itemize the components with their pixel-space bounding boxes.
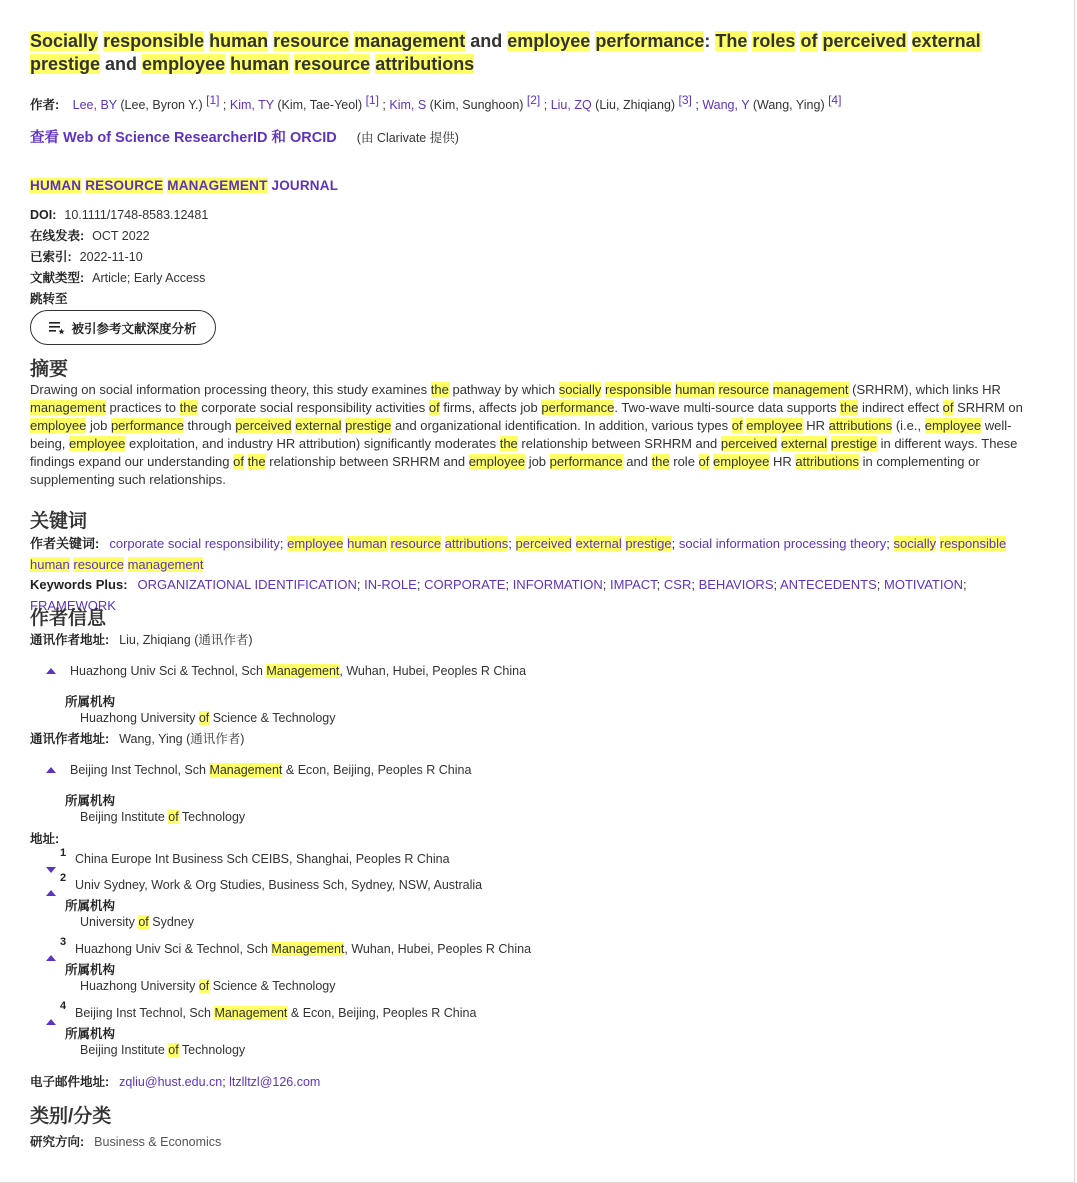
keyword-separator: ;	[356, 577, 365, 592]
author-keywords-label: 作者关键词:	[30, 536, 100, 551]
corresponding-tag: (通讯作者)	[194, 633, 253, 647]
jump-to-label: 跳转至	[30, 292, 68, 306]
highlighted-term: of	[942, 400, 954, 415]
published-row	[30, 227, 150, 245]
affiliation-value[interactable]	[80, 915, 194, 929]
keyword-plus-link[interactable]: IMPACT	[609, 577, 657, 592]
highlighted-term: employee	[287, 536, 344, 551]
indexed-row	[30, 248, 143, 266]
author-link[interactable]: Liu, ZQ	[550, 98, 592, 112]
journal-link[interactable]	[30, 178, 338, 193]
cited-references-analysis-label: 被引参考文献深度分析	[71, 321, 197, 336]
author-address-ref[interactable]: [4]	[828, 93, 842, 107]
address-highlight: Management	[266, 664, 340, 678]
text-run: practices to	[105, 400, 180, 415]
text-run: and	[622, 454, 652, 469]
keyword-separator: ;	[876, 577, 885, 592]
author-link[interactable]: Lee, BY	[72, 98, 117, 112]
affiliation-value[interactable]	[80, 979, 336, 993]
indexed-value: 2022-11-10	[79, 250, 143, 264]
text-run: indirect effect	[858, 400, 943, 415]
keyword-plus-link[interactable]: BEHAVIORS	[698, 577, 774, 592]
author-address-ref[interactable]: [1]	[365, 93, 379, 107]
highlighted-term: of	[800, 31, 818, 51]
published-label: 在线发表:	[30, 229, 85, 243]
author-list	[72, 93, 842, 112]
keyword-separator: ;	[691, 577, 699, 592]
collapse-arrow-icon[interactable]	[46, 890, 56, 896]
highlighted-term: attributions	[375, 54, 475, 74]
corresponding-address	[70, 662, 526, 680]
authors-label: 作者:	[30, 98, 60, 112]
highlighted-term: employee	[507, 31, 591, 51]
address-text-rest: , Wuhan, Hubei, Peoples R China	[339, 664, 527, 678]
author-full-name: (Wang, Ying)	[749, 98, 829, 112]
text-run: in different ways. These findings expand our understanding	[30, 436, 1018, 469]
abstract-heading: 摘要	[30, 359, 69, 380]
highlighted-term: external	[295, 418, 342, 433]
corresponding-author-row	[30, 631, 253, 649]
affiliation-label: 所属机构	[65, 695, 116, 709]
highlighted-term: perceived	[720, 436, 778, 451]
highlighted-term: the	[179, 400, 198, 415]
keyword-separator: ;	[279, 536, 288, 551]
email-link[interactable]: ltzlltzl@126.com	[229, 1075, 321, 1089]
affiliation-value[interactable]	[80, 810, 245, 824]
author-keywords-list	[30, 536, 1006, 572]
address-text-rest: & Econ, Beijing, Peoples R China	[287, 1006, 477, 1020]
address-item	[75, 876, 482, 894]
doctype-label: 文献类型:	[30, 271, 85, 285]
highlighted-term: human	[675, 382, 715, 397]
highlighted-term: responsible	[939, 536, 1007, 551]
published-value: OCT 2022	[92, 229, 150, 243]
highlighted-term: employee	[746, 418, 803, 433]
text-run: . Two-wave multi-source data supports	[614, 400, 841, 415]
keyword-plus-link[interactable]: FRAMEWORK	[30, 598, 116, 613]
doctype-value: Article; Early Access	[92, 271, 206, 285]
highlighted-term: of	[233, 454, 244, 469]
highlighted-term: management	[127, 557, 204, 572]
highlighted-term: human	[230, 54, 290, 74]
highlighted-term: responsible	[103, 31, 205, 51]
keyword-plus-link[interactable]: ANTECEDENTS	[780, 577, 877, 592]
email-row: 电子邮件地址: zqliu@hust.edu.cn; ltzlltzl@126.com	[30, 1075, 321, 1089]
author-full-name: (Kim, Sunghoon)	[426, 98, 527, 112]
address-number: 3	[60, 936, 67, 948]
highlighted-term: the	[499, 436, 518, 451]
author-link[interactable]: Kim, S	[389, 98, 427, 112]
keyword-separator: ;	[508, 536, 516, 551]
text-run: HR	[802, 418, 829, 433]
affiliation-highlight: of	[168, 1043, 179, 1057]
highlighted-term: Socially	[30, 31, 99, 51]
highlighted-term: external	[911, 31, 981, 51]
address-number: 2	[60, 872, 67, 884]
highlighted-term: socially	[558, 382, 602, 397]
highlighted-term: resource	[73, 557, 124, 572]
highlighted-term: MANAGEMENT	[167, 178, 268, 193]
author-keyword-link[interactable]	[109, 536, 280, 551]
affiliation-label: 所属机构	[65, 794, 116, 808]
address-text: China Europe Int Business Sch CEIBS, Shanghai, Peoples R China	[75, 852, 450, 866]
address-text: Huazhong Univ Sci & Technol, Sch	[75, 942, 272, 956]
highlighted-term: HUMAN	[30, 178, 82, 193]
highlighted-term: employee	[468, 454, 526, 469]
highlighted-term: The	[715, 31, 748, 51]
cited-references-analysis-button[interactable]	[30, 310, 216, 345]
affiliation-text: Huazhong University	[80, 711, 199, 725]
collapse-arrow-icon[interactable]	[46, 767, 56, 773]
address-number: 4	[60, 1000, 67, 1012]
corresponding-address	[70, 761, 471, 779]
keywords-plus-label: Keywords Plus:	[30, 577, 128, 592]
text-run: role	[669, 454, 699, 469]
highlighted-term: prestige	[30, 54, 101, 74]
researcher-id-row	[30, 126, 459, 147]
highlighted-term: management	[30, 400, 106, 415]
highlighted-term: resource	[390, 536, 442, 551]
author-keywords-row	[30, 533, 1042, 575]
author-link[interactable]: Wang, Y	[702, 98, 750, 112]
highlighted-term: of	[731, 418, 743, 433]
corresponding-label: 通讯作者地址:	[30, 732, 110, 746]
address-text: Univ Sydney, Work & Org Studies, Business Sch, Sydney, NSW, Australia	[75, 878, 483, 892]
text-run: (SRHRM), which links HR	[848, 382, 1001, 397]
text-run: corporate social responsibility	[109, 536, 280, 551]
text-run: (i.e.,	[892, 418, 925, 433]
highlighted-term: prestige	[830, 436, 877, 451]
jump-to-row	[30, 290, 76, 308]
author-keyword-link[interactable]	[287, 536, 508, 551]
research-area-row	[30, 1133, 221, 1151]
research-area-value[interactable]: Business & Economics	[94, 1135, 222, 1149]
affiliation-text-rest: Technology	[178, 1043, 246, 1057]
affiliation-text: Beijing Institute	[80, 1043, 169, 1057]
author-address-ref[interactable]: [3]	[678, 93, 692, 107]
highlighted-term: of	[428, 400, 440, 415]
keyword-plus-link[interactable]: INFORMATION	[512, 577, 603, 592]
researcher-id-link[interactable]: 查看 Web of Science ResearcherID 和 ORCID	[30, 130, 337, 146]
text-run: exploitation, and industry HR attribution) significantly moderates	[125, 436, 500, 451]
collapse-arrow-icon[interactable]	[46, 1019, 56, 1025]
affiliation-highlight: of	[138, 915, 149, 929]
text-run: relationship between SRHRM and	[517, 436, 721, 451]
email-label: 电子邮件地址:	[30, 1075, 110, 1089]
text-run: job	[525, 454, 550, 469]
highlighted-term: employee	[713, 454, 770, 469]
list-star-icon	[49, 321, 65, 335]
author-full-name: (Kim, Tae-Yeol)	[273, 98, 366, 112]
highlighted-term: performance	[549, 454, 623, 469]
author-separator: ;	[691, 98, 703, 112]
keywords-heading: 关键词	[30, 511, 88, 532]
text-run: relationship between SRHRM and	[265, 454, 469, 469]
indexed-label: 已索引:	[30, 250, 72, 264]
keyword-plus-link[interactable]: CORPORATE	[424, 577, 506, 592]
corresponding-label: 通讯作者地址:	[30, 633, 110, 647]
address-text-rest: , Wuhan, Hubei, Peoples R China	[344, 942, 532, 956]
affiliation-highlight: of	[168, 810, 179, 824]
highlighted-term: RESOURCE	[85, 178, 164, 193]
affiliation-value[interactable]	[80, 711, 336, 725]
text-run: in complementing or supplementing such relationships.	[30, 454, 980, 487]
doctype-row	[30, 269, 205, 287]
affiliation-text: Huazhong University	[80, 979, 199, 993]
collapse-arrow-icon[interactable]	[46, 668, 56, 674]
author-address-ref[interactable]: [1]	[206, 93, 220, 107]
affiliation-label: 所属机构	[65, 963, 116, 977]
highlighted-term: employee	[30, 418, 87, 433]
text-run: job	[86, 418, 111, 433]
address-text-rest: & Econ, Beijing, Peoples R China	[282, 763, 472, 777]
affiliation-highlight: of	[198, 711, 210, 725]
authors-line	[30, 90, 1040, 115]
highlighted-term: attributions	[444, 536, 509, 551]
highlighted-term: prestige	[345, 418, 392, 433]
highlighted-term: employee	[69, 436, 126, 451]
text-run: SRHRM on	[953, 400, 1023, 415]
address-highlight: Management	[271, 942, 345, 956]
text-run: Drawing on social information processing theory, this study examines	[30, 382, 431, 397]
highlighted-term: performance	[541, 400, 615, 415]
highlighted-term: human	[347, 536, 387, 551]
doi-label: DOI:	[30, 208, 57, 222]
keyword-separator: ;	[773, 577, 780, 592]
email-link[interactable]: zqliu@hust.edu.cn	[119, 1075, 223, 1089]
corresponding-name: Wang, Ying	[119, 732, 183, 746]
author-separator: ;	[219, 98, 230, 112]
highlighted-term: of	[698, 454, 710, 469]
text-run: JOURNAL	[267, 178, 339, 193]
highlighted-term: responsible	[604, 382, 672, 397]
doi-value: 10.1111/1748-8583.12481	[64, 208, 209, 222]
expand-arrow-icon[interactable]	[46, 867, 56, 873]
affiliation-label: 所属机构	[65, 899, 116, 913]
keyword-separator: ;	[886, 536, 894, 551]
highlighted-term: attributions	[828, 418, 893, 433]
highlighted-term: the	[247, 454, 266, 469]
address-label-text: 地址:	[30, 832, 60, 846]
highlighted-term: perceived	[515, 536, 572, 551]
affiliation-label: 所属机构	[65, 1027, 116, 1041]
keyword-plus-link[interactable]: MOTIVATION	[884, 577, 963, 592]
address-highlight: Management	[214, 1006, 288, 1020]
affiliation-text: University	[80, 915, 139, 929]
affiliation-text: Beijing Institute	[80, 810, 169, 824]
highlighted-term: resource	[718, 382, 770, 397]
highlighted-term: employee	[924, 418, 982, 433]
text-run: and organizational identification. In addition, various types	[391, 418, 732, 433]
keyword-separator: ;	[416, 577, 425, 592]
keyword-separator: ;	[963, 577, 967, 592]
address-label	[30, 830, 69, 848]
keyword-separator: ;	[671, 536, 679, 551]
abstract-text	[30, 381, 1045, 489]
highlighted-term: roles	[752, 31, 796, 51]
highlighted-term: the	[430, 382, 449, 397]
keywords-plus-list	[30, 577, 967, 613]
address-number: 1	[60, 847, 67, 859]
text-run: through	[183, 418, 236, 433]
affiliation-value[interactable]	[80, 1043, 245, 1057]
keyword-plus-link[interactable]: ORGANIZATIONAL IDENTIFICATION	[137, 577, 357, 592]
text-run	[572, 536, 576, 551]
author-full-name: (Liu, Zhiqiang)	[591, 98, 679, 112]
keyword-separator: ;	[602, 577, 610, 592]
doi-row	[30, 206, 208, 224]
author-separator: ;	[540, 98, 551, 112]
text-run: firms, affects job	[439, 400, 542, 415]
address-item	[75, 850, 450, 868]
address-text: Huazhong Univ Sci & Technol, Sch	[70, 664, 267, 678]
affiliation-text-rest: Technology	[178, 810, 246, 824]
highlighted-term: management	[354, 31, 466, 51]
highlighted-term: external	[780, 436, 828, 451]
address-text: Beijing Inst Technol, Sch	[70, 763, 210, 777]
keywords-plus-row	[30, 574, 1042, 616]
author-keyword-link[interactable]	[516, 536, 672, 551]
keyword-separator: ;	[505, 577, 513, 592]
highlighted-term: external	[575, 536, 622, 551]
highlighted-term: performance	[595, 31, 705, 51]
keyword-plus-link[interactable]: CSR	[663, 577, 692, 592]
address-item	[75, 940, 531, 958]
highlighted-term: human	[209, 31, 269, 51]
highlighted-term: human	[30, 557, 70, 572]
category-heading: 类别/分类	[30, 1106, 112, 1127]
highlighted-term: resource	[273, 31, 350, 51]
author-keyword-link[interactable]	[679, 536, 886, 551]
researcher-provider: (由 Clarivate 提供)	[356, 131, 459, 145]
highlighted-term: prestige	[625, 536, 672, 551]
author-link[interactable]: Kim, TY	[229, 98, 274, 112]
author-separator: ;	[378, 98, 390, 112]
collapse-arrow-icon[interactable]	[46, 955, 56, 961]
text-run: social information processing theory	[678, 536, 887, 551]
author-address-ref[interactable]: [2]	[526, 93, 541, 107]
affiliation-text-rest: Science & Technology	[209, 979, 336, 993]
highlighted-term: socially	[893, 536, 937, 551]
highlighted-term: resource	[294, 54, 371, 74]
article-title	[30, 30, 1040, 76]
affiliation-text-rest: Sydney	[148, 915, 194, 929]
author-info-heading: 作者信息	[30, 608, 107, 629]
corresponding-author-row	[30, 730, 244, 748]
affiliation-highlight: of	[198, 979, 210, 993]
research-area-label: 研究方向:	[30, 1135, 85, 1149]
keyword-separator: ;	[656, 577, 664, 592]
highlighted-term: the	[651, 454, 670, 469]
highlighted-term: performance	[110, 418, 184, 433]
affiliation-text-rest: Science & Technology	[209, 711, 336, 725]
highlighted-term: perceived	[235, 418, 292, 433]
text-run: well-being,	[30, 418, 1012, 451]
author-full-name: (Lee, Byron Y.)	[116, 98, 207, 112]
text-run	[907, 31, 912, 51]
text-run: :	[704, 31, 716, 51]
highlighted-term: attributions	[795, 454, 859, 469]
corresponding-name: Liu, Zhiqiang	[119, 633, 191, 647]
text-run: corporate social responsibility activities	[197, 400, 429, 415]
highlighted-term: perceived	[822, 31, 907, 51]
highlighted-term: management	[772, 382, 849, 397]
text-run: and	[100, 54, 143, 74]
highlighted-term: employee	[142, 54, 226, 74]
text-run: HR	[769, 454, 796, 469]
keyword-plus-link[interactable]: IN-ROLE	[364, 577, 417, 592]
highlighted-term: the	[840, 400, 859, 415]
address-highlight: Management	[209, 763, 283, 777]
text-run: pathway by which	[448, 382, 559, 397]
text-run: and	[465, 31, 508, 51]
address-text: Beijing Inst Technol, Sch	[75, 1006, 215, 1020]
address-item	[75, 1004, 476, 1022]
corresponding-tag: (通讯作者)	[186, 732, 245, 746]
